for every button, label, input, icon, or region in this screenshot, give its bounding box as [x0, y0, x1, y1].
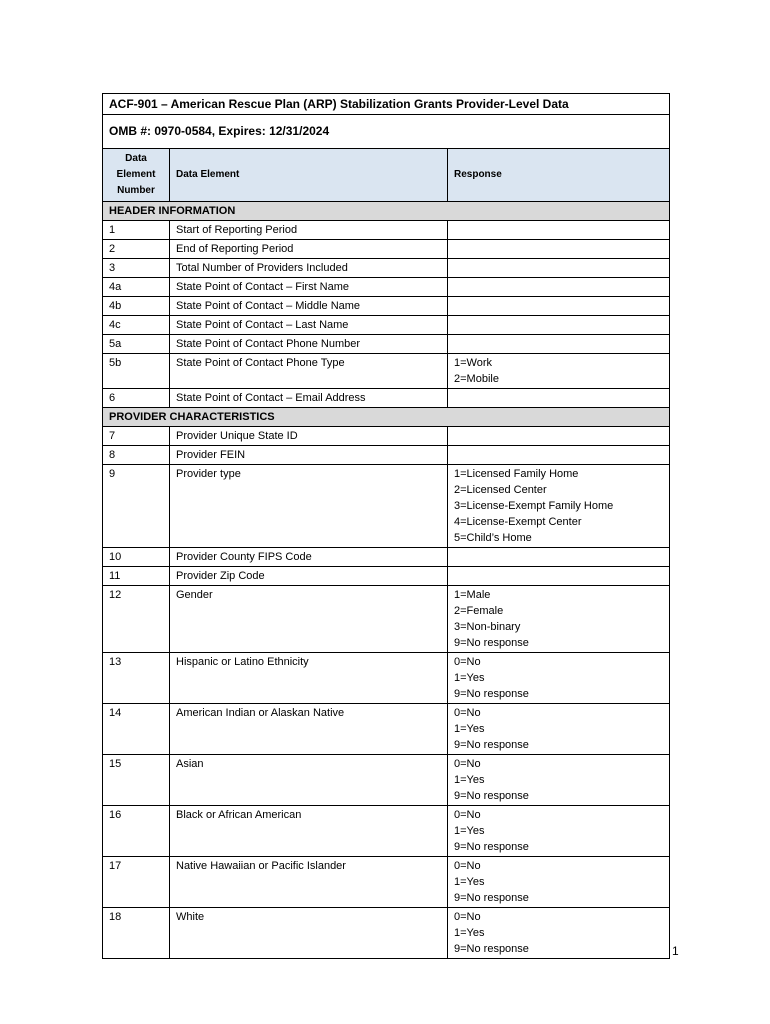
table-row [103, 389, 670, 408]
element-number: 7 [103, 427, 170, 446]
response-option: 9=No response [454, 790, 529, 802]
response-cell [448, 354, 670, 389]
response-option: 0=No [454, 758, 481, 770]
element-number: 5b [103, 354, 170, 389]
response-cell [448, 335, 670, 354]
response-cell [448, 221, 670, 240]
element-number: 2 [103, 240, 170, 259]
column-header-number-line: Data [125, 153, 147, 164]
element-name: White [170, 908, 448, 959]
response-option: 5=Child’s Home [454, 532, 532, 544]
response-cell [448, 427, 670, 446]
response-option: 1=Yes [454, 825, 485, 837]
response-option: 3=License-Exempt Family Home [454, 500, 614, 512]
element-number: 4c [103, 316, 170, 335]
element-name: Gender [170, 586, 448, 653]
element-number: 9 [103, 465, 170, 548]
response-option: 2=Female [454, 605, 504, 617]
element-number: 6 [103, 389, 170, 408]
element-name: End of Reporting Period [170, 240, 448, 259]
column-header-row [103, 149, 670, 202]
response-cell [448, 908, 670, 959]
element-number: 14 [103, 704, 170, 755]
table-row [103, 316, 670, 335]
response-cell [448, 704, 670, 755]
section-header-row [103, 408, 670, 427]
element-number: 10 [103, 548, 170, 567]
response-option: 2=Mobile [454, 373, 499, 385]
section-header-row [103, 202, 670, 221]
element-name: State Point of Contact – Email Address [170, 389, 448, 408]
table-row [103, 755, 670, 806]
table-row [103, 586, 670, 653]
response-option: 1=Licensed Family Home [454, 468, 579, 480]
form-title: ACF-901 – American Rescue Plan (ARP) Stabilization Grants Provider-Level Data [103, 94, 670, 115]
response-option: 9=No response [454, 688, 529, 700]
element-name: State Point of Contact Phone Number [170, 335, 448, 354]
table-row [103, 857, 670, 908]
element-name: Provider Unique State ID [170, 427, 448, 446]
data-element-table [102, 93, 670, 959]
response-cell [448, 586, 670, 653]
response-option: 1=Yes [454, 876, 485, 888]
response-option: 0=No [454, 656, 481, 668]
table-row [103, 446, 670, 465]
element-name: Provider Zip Code [170, 567, 448, 586]
element-name: Total Number of Providers Included [170, 259, 448, 278]
column-header-number-line: Element [116, 169, 156, 180]
section-title: PROVIDER CHARACTERISTICS [103, 408, 670, 427]
response-option: 0=No [454, 911, 481, 923]
element-name: American Indian or Alaskan Native [170, 704, 448, 755]
response-cell [448, 806, 670, 857]
element-number: 13 [103, 653, 170, 704]
element-name: State Point of Contact Phone Type [170, 354, 448, 389]
response-option: 3=Non-binary [454, 621, 521, 633]
response-option: 1=Yes [454, 672, 485, 684]
table-row [103, 704, 670, 755]
omb-number: OMB #: 0970-0584, Expires: 12/31/2024 [103, 115, 670, 149]
response-cell [448, 465, 670, 548]
table-row [103, 653, 670, 704]
table-row [103, 259, 670, 278]
response-option: 0=No [454, 707, 481, 719]
element-number: 12 [103, 586, 170, 653]
element-name: State Point of Contact – First Name [170, 278, 448, 297]
table-row [103, 240, 670, 259]
table-row [103, 806, 670, 857]
element-name: Start of Reporting Period [170, 221, 448, 240]
element-name: Native Hawaiian or Pacific Islander [170, 857, 448, 908]
element-name: State Point of Contact – Last Name [170, 316, 448, 335]
element-number: 1 [103, 221, 170, 240]
table-row [103, 221, 670, 240]
element-name: Provider FEIN [170, 446, 448, 465]
table-row [103, 427, 670, 446]
table-row [103, 908, 670, 959]
table-row [103, 297, 670, 316]
column-header-number [103, 149, 170, 202]
response-option: 1=Male [454, 589, 491, 601]
element-number: 5a [103, 335, 170, 354]
response-option: 1=Yes [454, 774, 485, 786]
response-cell [448, 653, 670, 704]
column-header-response: Response [448, 149, 670, 202]
table-row [103, 548, 670, 567]
element-number: 3 [103, 259, 170, 278]
response-option: 9=No response [454, 739, 529, 751]
element-name: Provider County FIPS Code [170, 548, 448, 567]
element-number: 17 [103, 857, 170, 908]
element-name: Black or African American [170, 806, 448, 857]
element-name: State Point of Contact – Middle Name [170, 297, 448, 316]
element-number: 4b [103, 297, 170, 316]
page-number: 1 [672, 944, 679, 958]
response-cell [448, 446, 670, 465]
response-option: 9=No response [454, 943, 529, 955]
table-row [103, 278, 670, 297]
element-name: Hispanic or Latino Ethnicity [170, 653, 448, 704]
response-option: 1=Yes [454, 723, 485, 735]
element-number: 8 [103, 446, 170, 465]
element-number: 18 [103, 908, 170, 959]
element-number: 16 [103, 806, 170, 857]
table-row [103, 465, 670, 548]
response-cell [448, 857, 670, 908]
column-header-number-line: Number [117, 185, 155, 196]
response-option: 4=License-Exempt Center [454, 516, 582, 528]
response-cell [448, 278, 670, 297]
response-cell [448, 240, 670, 259]
column-header-element: Data Element [170, 149, 448, 202]
response-option: 0=No [454, 860, 481, 872]
response-cell [448, 755, 670, 806]
response-cell [448, 567, 670, 586]
response-option: 9=No response [454, 841, 529, 853]
response-cell [448, 389, 670, 408]
response-cell [448, 259, 670, 278]
response-option: 1=Yes [454, 927, 485, 939]
element-number: 11 [103, 567, 170, 586]
element-name: Asian [170, 755, 448, 806]
response-cell [448, 297, 670, 316]
element-name: Provider type [170, 465, 448, 548]
response-cell [448, 316, 670, 335]
response-option: 2=Licensed Center [454, 484, 547, 496]
element-number: 4a [103, 278, 170, 297]
table-row [103, 567, 670, 586]
response-option: 9=No response [454, 637, 529, 649]
response-option: 1=Work [454, 357, 493, 369]
response-option: 9=No response [454, 892, 529, 904]
table-row [103, 354, 670, 389]
response-option: 0=No [454, 809, 481, 821]
element-number: 15 [103, 755, 170, 806]
response-cell [448, 548, 670, 567]
section-title: HEADER INFORMATION [103, 202, 670, 221]
table-row [103, 335, 670, 354]
